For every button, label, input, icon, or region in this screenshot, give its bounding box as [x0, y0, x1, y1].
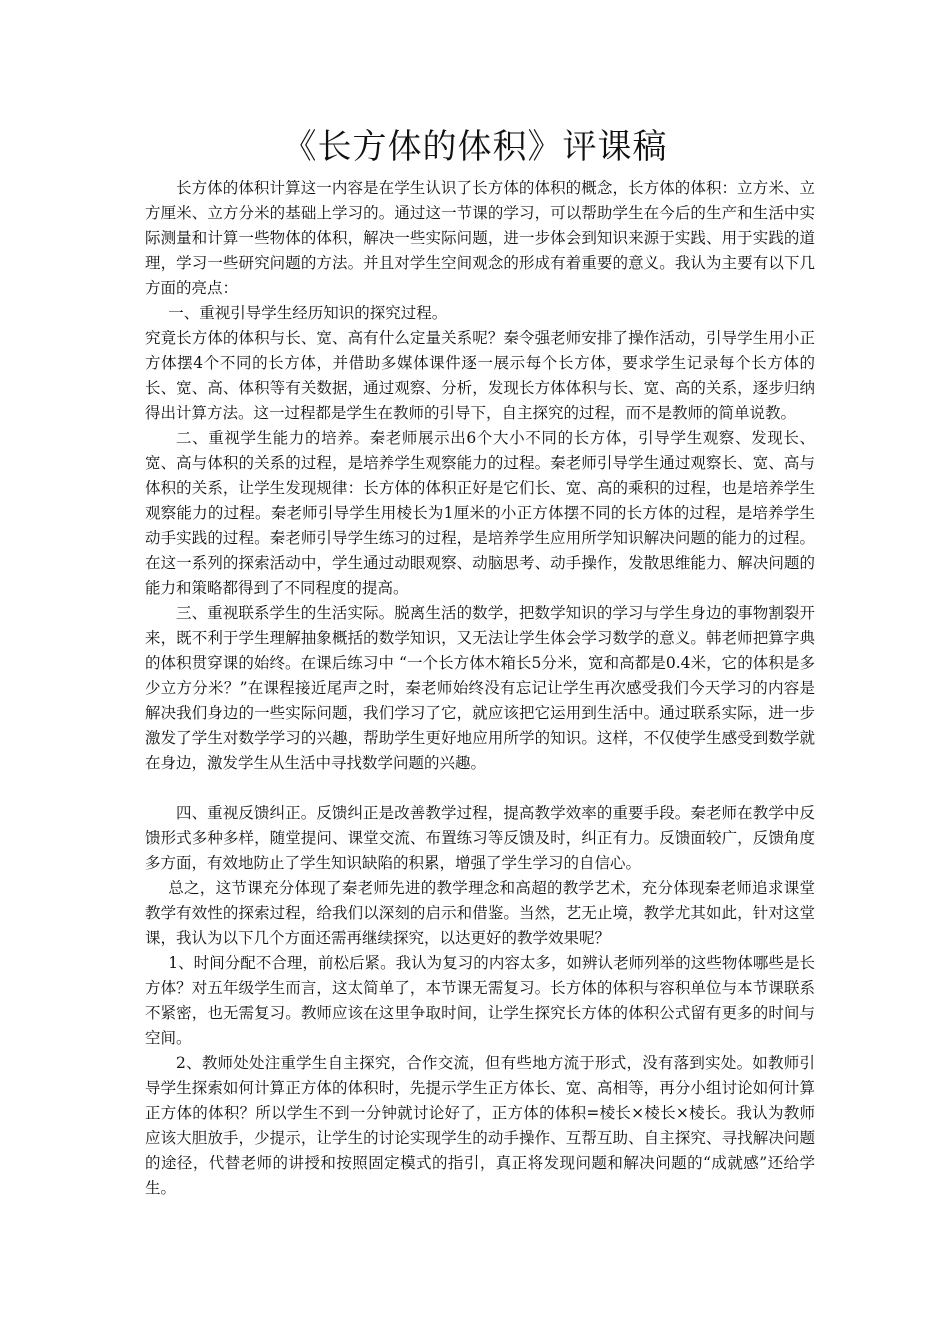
paragraph-spacer — [145, 776, 815, 801]
paragraph-section-1: 究竟长方体的体积与长、宽、高有什么定量关系呢？秦令强老师安排了操作活动，引导学生用小正方体摆4个不同的长方体，并借助多媒体课件逐一展示每个长方体，要求学生记录每个长方体的长、宽、高、体积等有关数据，通过观察、分析，发现长方体体积与长、宽、高的关系，逐步归纳得出计算方法。这一过程都是学生在教师的引导下，自主探究的过程，而不是教师的简单说教。 — [145, 329, 815, 422]
document-body — [145, 176, 815, 1201]
document-title: 《长方体的体积》评课稿 — [282, 127, 668, 167]
suggestion-1-paragraph: 1、时间分配不合理，前松后紧。我认为复习的内容太多，如辨认老师列举的这些物体哪些是长方体？对五年级学生而言，这太简单了，本节课无需复习。长方体的体积与容积单位与本节课联系不紧密，也无需复习。教师应该在这里争取时间，让学生探究长方体的体积公式留有更多的时间与空间。 — [145, 954, 815, 1047]
suggestion-2-paragraph: 2、教师处处注重学生自主探究，合作交流，但有些地方流于形式，没有落到实处。如教师引导学生探索如何计算正方体的体积时，先提示学生正方体长、宽、高相等，再分小组讨论如何计算正方体的体积？所以学生不到一分钟就讨论好了，正方体的体积=棱长×棱长×棱长。我认为教师应该大胆放手，少提示，让学生的讨论实现学生的动手操作、互帮互助、自主探究、寻找解决问题的途径，代替老师的讲授和按照固定模式的指引，真正将发现问题和解决问题的“成就感”还给学生。 — [145, 1054, 815, 1197]
summary-paragraph: 总之，这节课充分体现了秦老师先进的教学理念和高超的教学艺术，充分体现秦老师追求课堂教学有效性的探索过程，给我们以深刻的启示和借鉴。当然，艺无止境，教学尤其如此，针对这堂课，我认为以下几个方面还需再继续探究，以达更好的教学效果呢？ — [145, 879, 815, 947]
paragraph-section-2: 二、重视学生能力的培养。秦老师展示出6个大小不同的长方体，引导学生观察、发现长、宽、高与体积的关系的过程，是培养学生观察能力的过程。秦老师引导学生通过观察长、宽、高与体积的关系，让学生发现规律：长方体的体积正好是它们长、宽、高的乘积的过程，也是培养学生观察能力的过程。秦老师引导学生用棱长为1厘米的小正方体摆不同的长方体的过程，是培养学生动手实践的过程。秦老师引导学生练习的过程，是培养学生应用所学知识解决问题的能力的过程。在这一系列的探索活动中，学生通过动眼观察、动脑思考、动手操作，发散思维能力、解决问题的能力和策略都得到了不同程度的提高。 — [145, 429, 815, 597]
paragraph-section-3: 三、重视联系学生的生活实际。脱离生活的数学，把数学知识的学习与学生身边的事物割裂开来，既不利于学生理解抽象概括的数学知识，又无法让学生体会学习数学的意义。韩老师把算字典的体积贯穿课的始终。在课后练习中 “一个长方体木箱长5分米，宽和高都是0.4米，它的体积是多少立方分米？”在课程接近尾声之时，秦老师始终没有忘记让学生再次感受我们今天学习的内容是解决我们身边的一些实际问题，我们学习了它，就应该把它运用到生活中。通过联系实际，进一步激发了学生对数学学习的兴趣，帮助学生更好地应用所学的知识。这样，不仅使学生感受到数学就在身边，激发学生从生活中寻找数学问题的兴趣。 — [145, 604, 815, 772]
intro-paragraph: 长方体的体积计算这一内容是在学生认识了长方体的体积的概念，长方体的体积：立方米、立方厘米、立方分米的基础上学习的。通过这一节课的学习，可以帮助学生在今后的生产和生活中实际测量和计算一些物体的体积，解决一些实际问题，进一步体会到知识来源于实践、用于实践的道理，学习一些研究问题的方法。并且对学生空间观念的形成有着重要的意义。我认为主要有以下几方面的亮点： — [145, 179, 815, 297]
section-heading-1: 一、重视引导学生经历知识的探究过程。 — [168, 304, 448, 322]
paragraph-section-4: 四、重视反馈纠正。反馈纠正是改善教学过程，提高教学效率的重要手段。秦老师在教学中反馈形式多种多样，随堂提问、课堂交流、布置练习等反馈及时，纠正有力。反馈面较广，反馈角度多方面，有效地防止了学生知识缺陷的积累，增强了学生学习的自信心。 — [145, 804, 815, 872]
